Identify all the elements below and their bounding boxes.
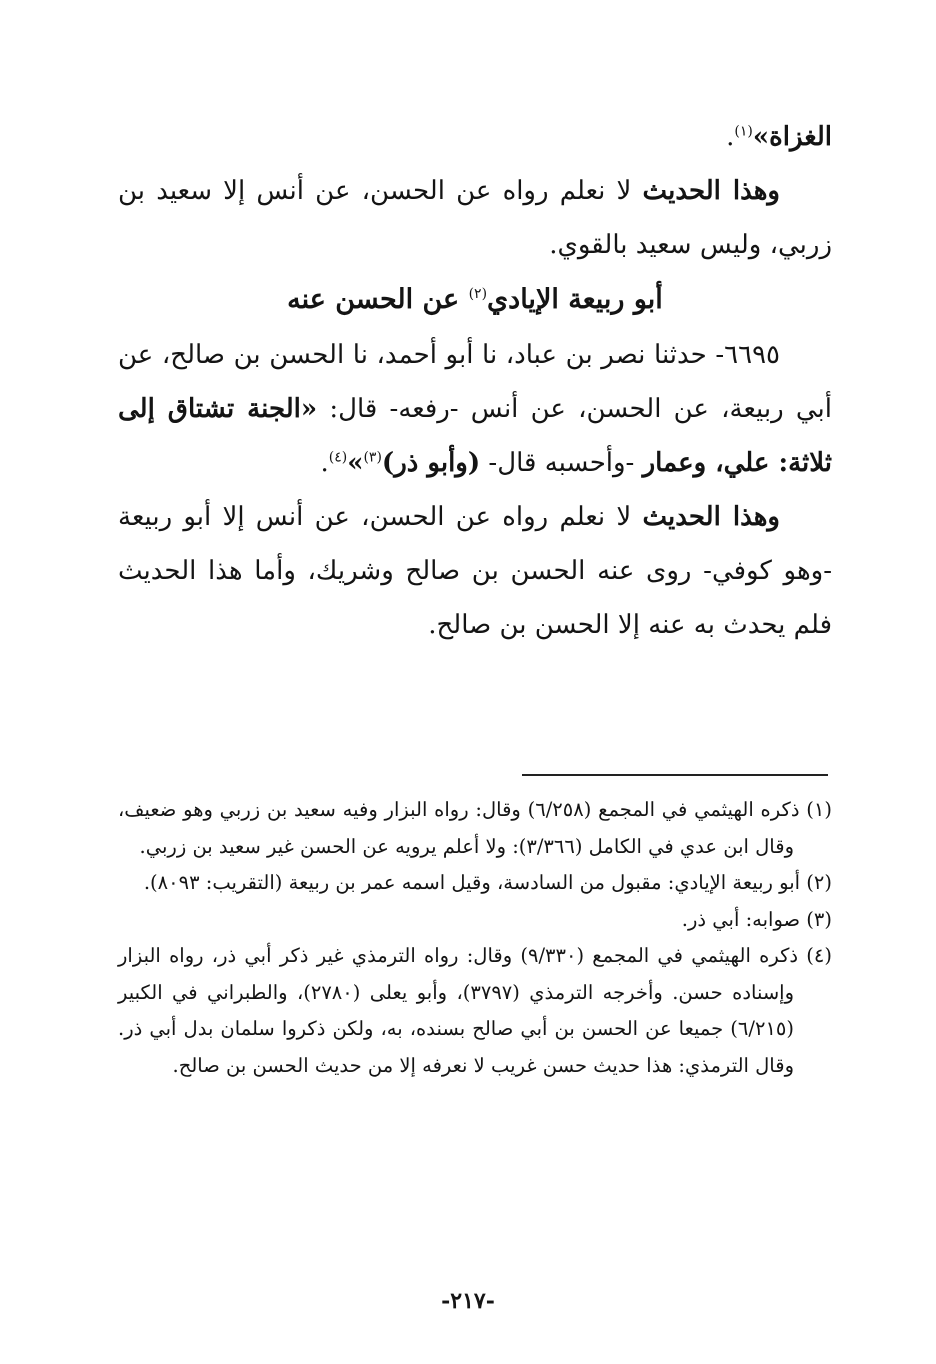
hadith-chain: ٦٦٩٥- حدثنا نصر بن عباد، نا أبو أحمد، نا الحسن بن صالح، عن أبي ربيعة، عن الحسن، عن أنس -رفعه- قال:	[118, 340, 832, 424]
footnotes	[118, 792, 832, 1084]
paragraph-comment-1	[118, 164, 832, 272]
text-bold: الغزاة»	[752, 122, 832, 152]
section-heading	[118, 272, 832, 328]
text-lead-bold: وهذا الحديث	[642, 502, 780, 532]
page-body	[118, 110, 832, 1077]
footnote-2: (٢) أبو ربيعة الإيادي: مقبول من السادسة، وقيل اسمه عمر بن ربيعة (التقريب: ٨٠٩٣).	[143, 871, 832, 894]
text-body: لا نعلم رواه عن الحسن، عن أنس إلا سعيد بن زربي، وليس سعيد بالقوي.	[118, 176, 832, 260]
text-lead-bold: وهذا الحديث	[642, 176, 780, 206]
paragraph-comment-2	[118, 490, 832, 652]
footnote-ref-4[interactable]: (٤)	[328, 449, 348, 466]
heading-rest: عن الحسن عنه	[287, 284, 469, 315]
footnote-ref-2[interactable]: (٢)	[468, 286, 488, 302]
text-period: .	[320, 448, 329, 478]
main-text	[118, 110, 832, 652]
footnote-1: (١) ذكره الهيثمي في المجمع (٦/٢٥٨) وقال: رواه البزار وفيه سعيد بن زربي وهو ضعيف، وقال ابن عدي في الكامل (٣/٣٦٦): ولا أعلم يرويه عن الحسن غير سعيد بن زربي.	[118, 798, 832, 858]
footnote-ref-3[interactable]: (٣)	[363, 449, 382, 466]
footnote-3: (٣) صوابه: أبي ذر.	[681, 907, 832, 931]
hadith-text-bold: «الجنة تشتاق إلى ثلاثة: علي، وعمار	[118, 394, 832, 478]
hadith-paragraph	[118, 328, 832, 490]
text-period: .	[726, 122, 735, 152]
hadith-text-bold-2: (وأبو ذر)	[381, 448, 481, 478]
footnote-4: (٤) ذكره الهيثمي في المجمع (٩/٣٣٠) وقال: رواه الترمذي غير ذكر أبي ذر، رواه البزار وإسناده حسن. وأخرجه الترمذي (٣٧٩٧)، وأبو يعلى (٢٧٨٠)، والطبراني في الكبير (٦/٢١٥) جميعا عن الحسن بن أبي صالح بسنده، به، ولكن ذكروا سلمان بدل أبي ذر. وقال الترمذي: هذا حديث حسن غريب لا نعرفه إلا من حديث الحسن بن صالح.	[118, 944, 832, 1077]
text-body: لا نعلم رواه عن الحسن، عن أنس إلا أبو ربيعة -وهو كوفي- روى عنه الحسن بن صالح وشريك، وأما هذا الحديث فلم يحدث به عنه إلا الحسن بن صالح.	[118, 502, 832, 640]
hadith-aside: -وأحسبه قال-	[480, 448, 643, 478]
heading-name: أبو ربيعة الإيادي	[487, 284, 663, 315]
footnote-divider	[522, 774, 828, 776]
footnote-ref-1[interactable]: (١)	[734, 123, 753, 140]
hadith-close-quote: »	[347, 448, 364, 478]
page-number: -٢١٧-	[441, 1288, 495, 1314]
paragraph-continuation	[118, 110, 832, 164]
